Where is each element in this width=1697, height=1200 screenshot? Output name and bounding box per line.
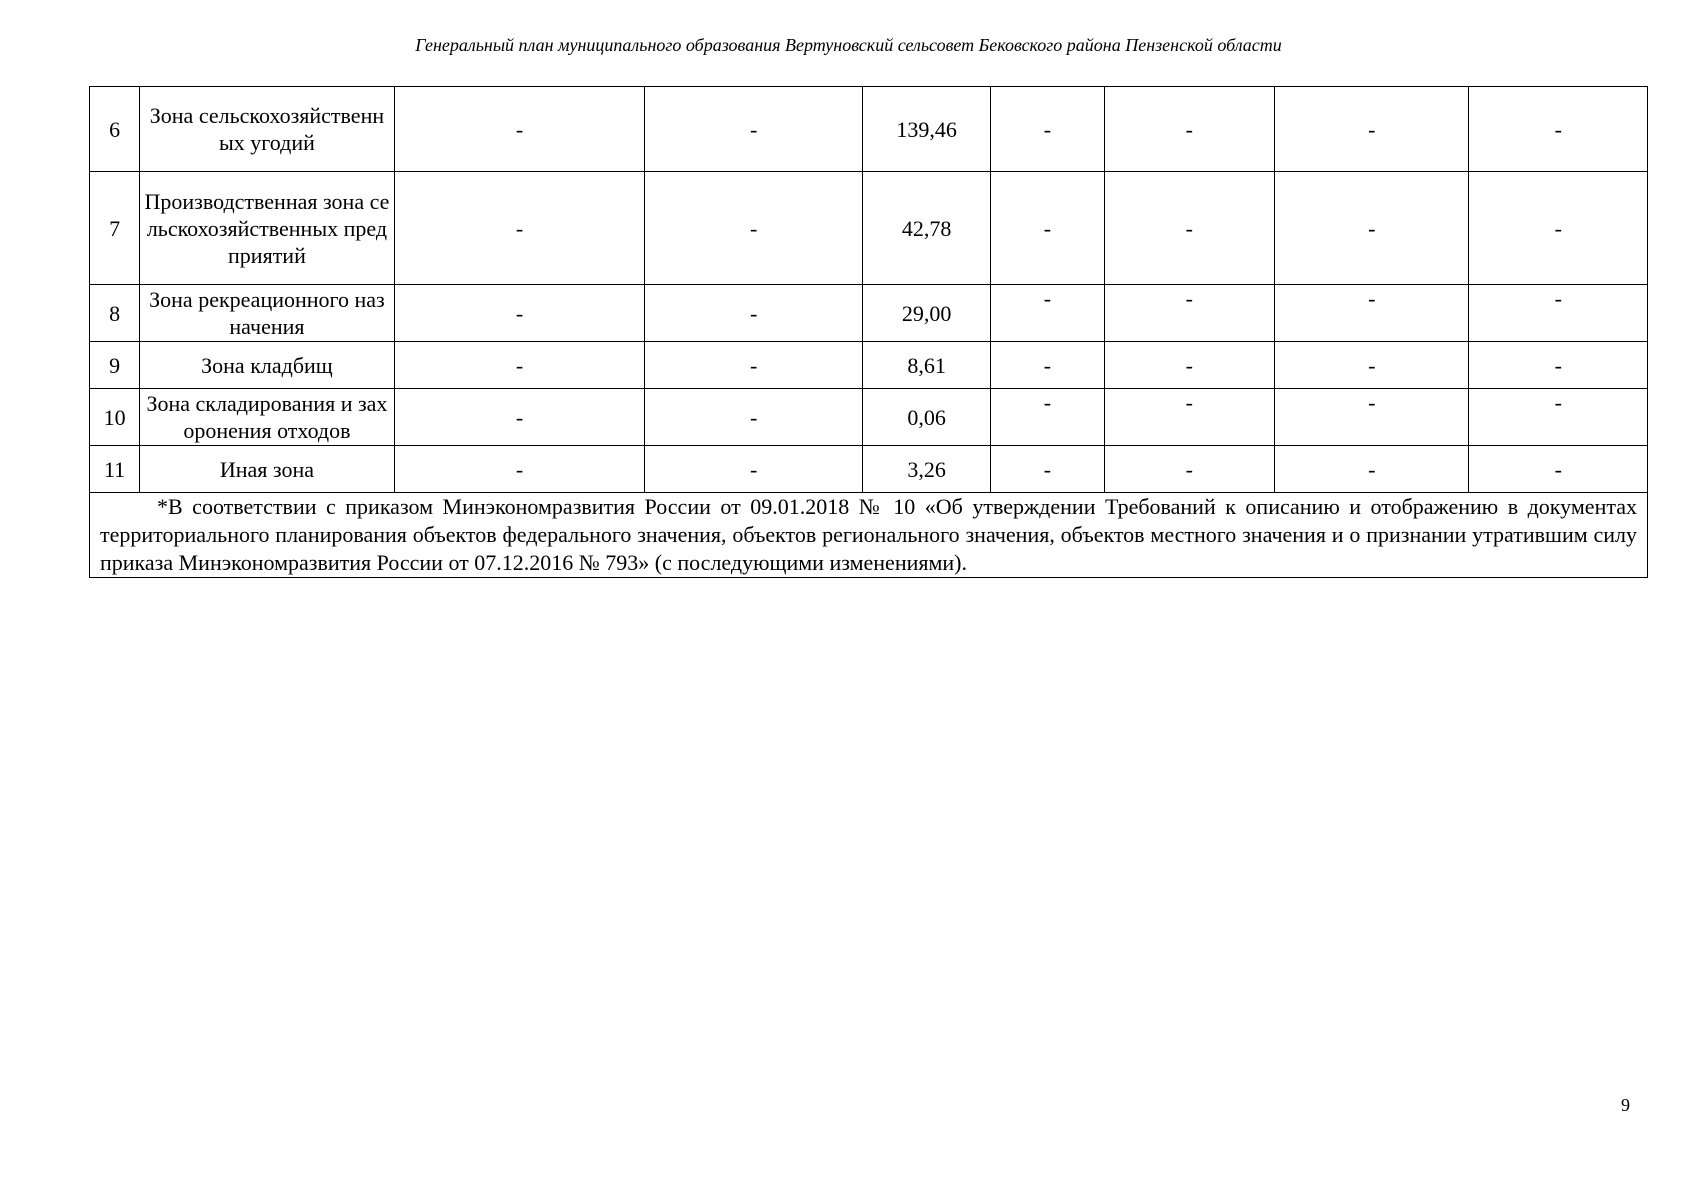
value-cell: - [1104, 285, 1274, 342]
table-row [90, 446, 1648, 493]
value-cell: - [991, 389, 1104, 446]
value-cell: - [394, 446, 645, 493]
table-row [90, 342, 1648, 389]
value-cell: - [645, 285, 863, 342]
value-cell: - [1104, 342, 1274, 389]
zone-name: Зона кладбищ [140, 342, 395, 389]
value-cell: - [1469, 172, 1648, 285]
value-cell: - [991, 172, 1104, 285]
value-cell: - [1469, 389, 1648, 446]
value-cell: - [645, 172, 863, 285]
value-cell: - [1275, 342, 1469, 389]
value-cell: - [394, 389, 645, 446]
value-cell: - [1469, 285, 1648, 342]
zone-name: Производственная зона сельскохозяйственных предприятий [140, 172, 395, 285]
value-cell: - [1104, 87, 1274, 172]
value-cell: - [394, 342, 645, 389]
value-cell: 8,61 [862, 342, 990, 389]
table-row [90, 389, 1648, 446]
value-cell: - [1275, 446, 1469, 493]
value-cell: - [1275, 285, 1469, 342]
table-row [90, 87, 1648, 172]
value-cell: - [645, 342, 863, 389]
table-row [90, 285, 1648, 342]
value-cell: - [645, 389, 863, 446]
zone-name: Зона складирования и захоронения отходов [140, 389, 395, 446]
value-cell: 3,26 [862, 446, 990, 493]
footnote-text: *В соответствии с приказом Минэкономразвития России от 09.01.2018 № 10 «Об утверждении Требований к описанию и отображению в документах территориального планирования объектов федерального значения, объектов регионального значения, объектов местного значения и о признании утратившим силу приказа Минэкономразвития России от 07.12.2016 № 793» (с последующими изменениями). [100, 494, 1637, 575]
value-cell: - [1104, 446, 1274, 493]
zone-name: Зона сельскохозяйственных угодий [140, 87, 395, 172]
value-cell: 139,46 [862, 87, 990, 172]
value-cell: - [1104, 172, 1274, 285]
footnote-row [90, 493, 1648, 578]
value-cell: - [1469, 87, 1648, 172]
value-cell: 29,00 [862, 285, 990, 342]
value-cell: - [991, 342, 1104, 389]
zones-table [89, 86, 1648, 578]
value-cell: 42,78 [862, 172, 990, 285]
value-cell: - [991, 87, 1104, 172]
footnote-cell [90, 493, 1648, 578]
row-number: 7 [90, 172, 140, 285]
value-cell: - [394, 285, 645, 342]
value-cell: - [394, 172, 645, 285]
running-header: Генеральный план муниципального образования Вертуновский сельсовет Бековского района Пензенской области [415, 35, 1282, 55]
row-number: 6 [90, 87, 140, 172]
row-number: 11 [90, 446, 140, 493]
zone-name: Иная зона [140, 446, 395, 493]
value-cell: - [1104, 389, 1274, 446]
zone-name: Зона рекреационного назначения [140, 285, 395, 342]
value-cell: - [645, 446, 863, 493]
value-cell: - [1275, 87, 1469, 172]
value-cell: - [991, 446, 1104, 493]
table-row [90, 172, 1648, 285]
value-cell: - [394, 87, 645, 172]
value-cell: - [991, 285, 1104, 342]
row-number: 10 [90, 389, 140, 446]
value-cell: - [1275, 172, 1469, 285]
value-cell: - [645, 87, 863, 172]
value-cell: 0,06 [862, 389, 990, 446]
value-cell: - [1469, 446, 1648, 493]
value-cell: - [1469, 342, 1648, 389]
page-number: 9 [1621, 1095, 1630, 1115]
value-cell: - [1275, 389, 1469, 446]
row-number: 8 [90, 285, 140, 342]
row-number: 9 [90, 342, 140, 389]
